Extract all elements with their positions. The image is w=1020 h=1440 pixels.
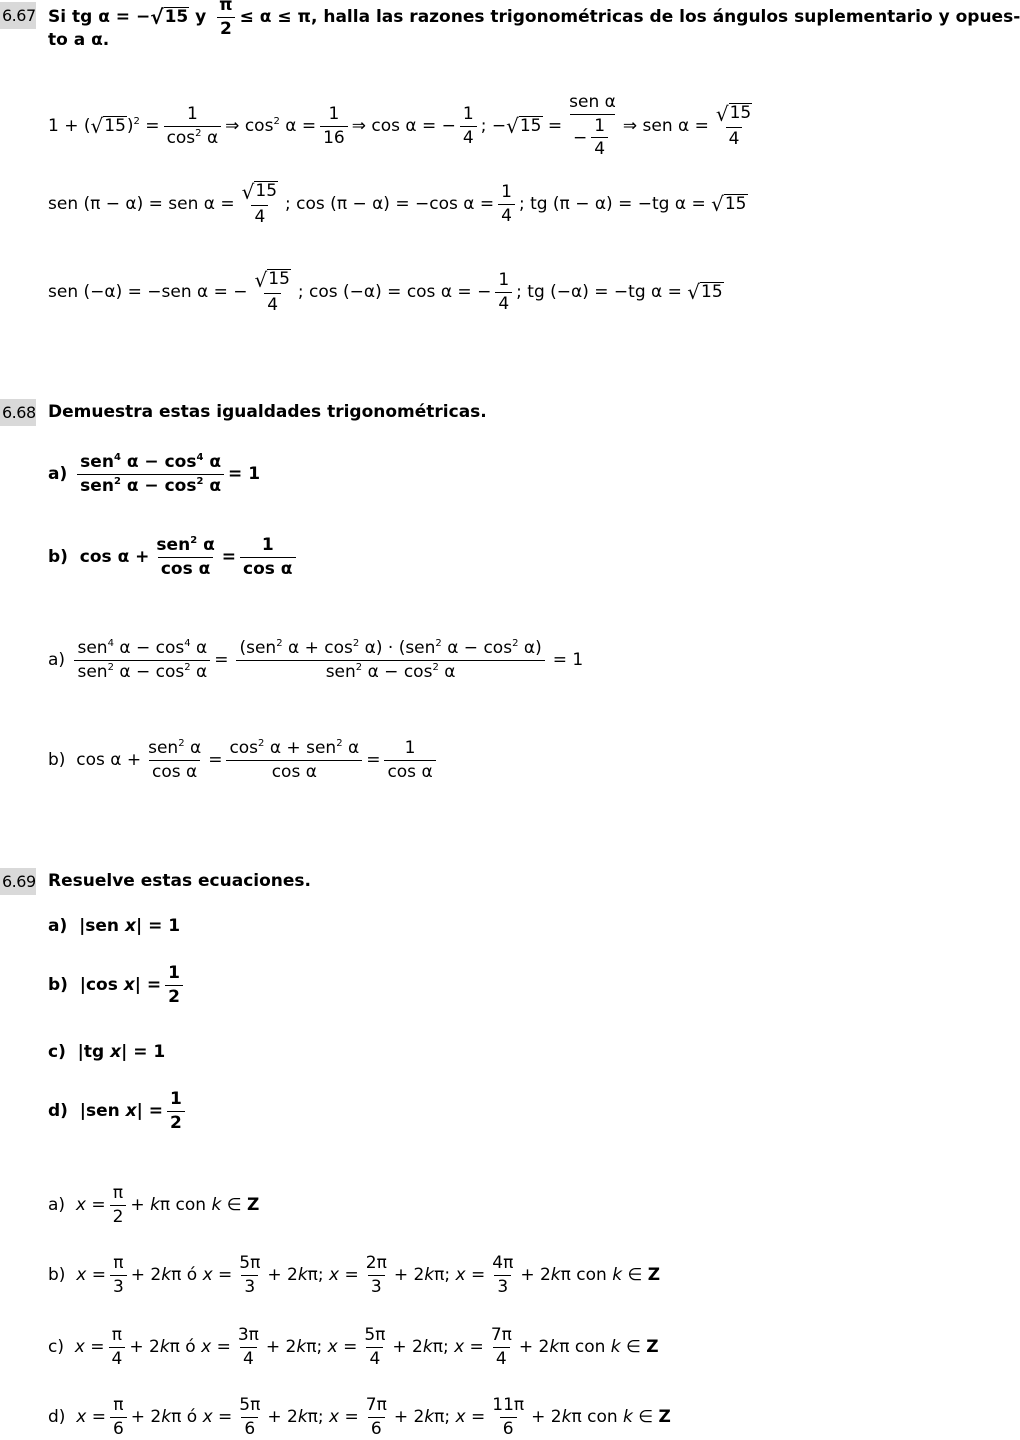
problem-6-69-d: d) |sen x| = $\frac{1}{2}$ xyxy=(48,1088,189,1134)
solution-6-69-d: d) x = $\frac{\pi}{6}$ + 2kπ ó x = $\frac{5\pi}{6}$ + 2kπ; x = $\frac{7\pi}{6}$ + 2kπ; x = $\frac{11\pi}{6}$ + 2kπ con k ∈ Z xyxy=(48,1394,671,1439)
problem-6-69-b: b) |cos x| = $\frac{1}{2}$ xyxy=(48,962,187,1008)
problem-6-69-title: Resuelve estas ecuaciones. xyxy=(48,871,311,891)
problem-6-67-statement-cont: to a α. xyxy=(48,30,110,50)
solution-6-69-a: a) x = $\frac{\pi}{2}$ + kπ con k ∈ Z xyxy=(48,1182,260,1227)
problem-number-6-69: 6.69 xyxy=(0,868,36,895)
problem-6-69-c: c) |tg x| = 1 xyxy=(48,1042,166,1062)
problem-number-6-67: 6.67 xyxy=(0,2,36,29)
solution-6-67-line-3: sen (−α) = −sen α = − √ 15 4 ; cos (−α) = cos α = − $\frac{1}{4}$ ; tg (−α) = −tg α = √ 15 xyxy=(48,267,723,316)
solution-6-69-c: c) x = $\frac{\pi}{4}$ + 2kπ ó x = $\frac{3\pi}{4}$ + 2kπ; x = $\frac{5\pi}{4}$ + 2kπ; x = $\frac{7\pi}{4}$ + 2kπ con k ∈ Z xyxy=(48,1324,659,1369)
problem-6-68-title: Demuestra estas igualdades trigonométricas. xyxy=(48,402,487,422)
solution-6-67-line-2: sen (π − α) = sen α = √ 15 4 ; cos (π − α) = −cos α = $\frac{1}{4}$ ; tg (π − α) = −tg α = √ 15 xyxy=(48,179,747,228)
solution-6-68-a: a) $\frac{sen^4 \alpha - \cos^4 \alpha}{sen^2 \alpha - \cos^2 \alpha}$ = $\frac{(sen^2 \alpha + \cos^2 \alpha) \cdot (sen^2 \alpha - \cos^2 \alpha)}{sen^2 \alpha - \cos^2 \alpha}$ = 1 xyxy=(48,637,584,682)
problem-6-67-statement: Si tg α = − √ 15 y $\frac{\pi}{2}$ ≤ α ≤ π, halla las razones trigonométricas de los ángulos suplementario y opues- xyxy=(48,0,1020,39)
solution-6-67-line-1: 1 + ( √ 15 )$^2$ = $\frac{1}{\cos^2 \alpha}$ ⇒ $\cos^2 \alpha$ = $\frac{1}{16}$ ⇒ cos α = − $\frac{1}{4}$ ; − √ 15 = sen α − $\frac{1}{4}$ ⇒ sen α = √ 15 4 xyxy=(48,91,752,160)
problem-6-69-a: a) |sen x| = 1 xyxy=(48,916,181,936)
problem-6-68-b: b) cos α + $\frac{sen^2 \alpha}{\text{cos α}}$ = $\frac{1}{\text{cos α}}$ xyxy=(48,532,300,582)
problem-6-68-a: a) $\frac{sen^4 \alpha - \cos^4 \alpha}{sen^2 \alpha - \cos^2 \alpha}$ = 1 xyxy=(48,451,261,496)
solution-6-69-b: b) x = $\frac{\pi}{3}$ + 2kπ ó x = $\frac{5\pi}{3}$ + 2kπ; x = $\frac{2\pi}{3}$ + 2kπ; x = $\frac{4\pi}{3}$ + 2kπ con k ∈ Z xyxy=(48,1252,661,1297)
problem-number-6-68: 6.68 xyxy=(0,399,36,426)
solution-6-68-b: b) cos α + $\frac{sen^2 \alpha}{\text{cos α}}$ = $\frac{\cos^2 \alpha + sen^2 \alpha}{\text{cos α}}$ = $\frac{1}{\text{cos α}}$ xyxy=(48,736,440,784)
